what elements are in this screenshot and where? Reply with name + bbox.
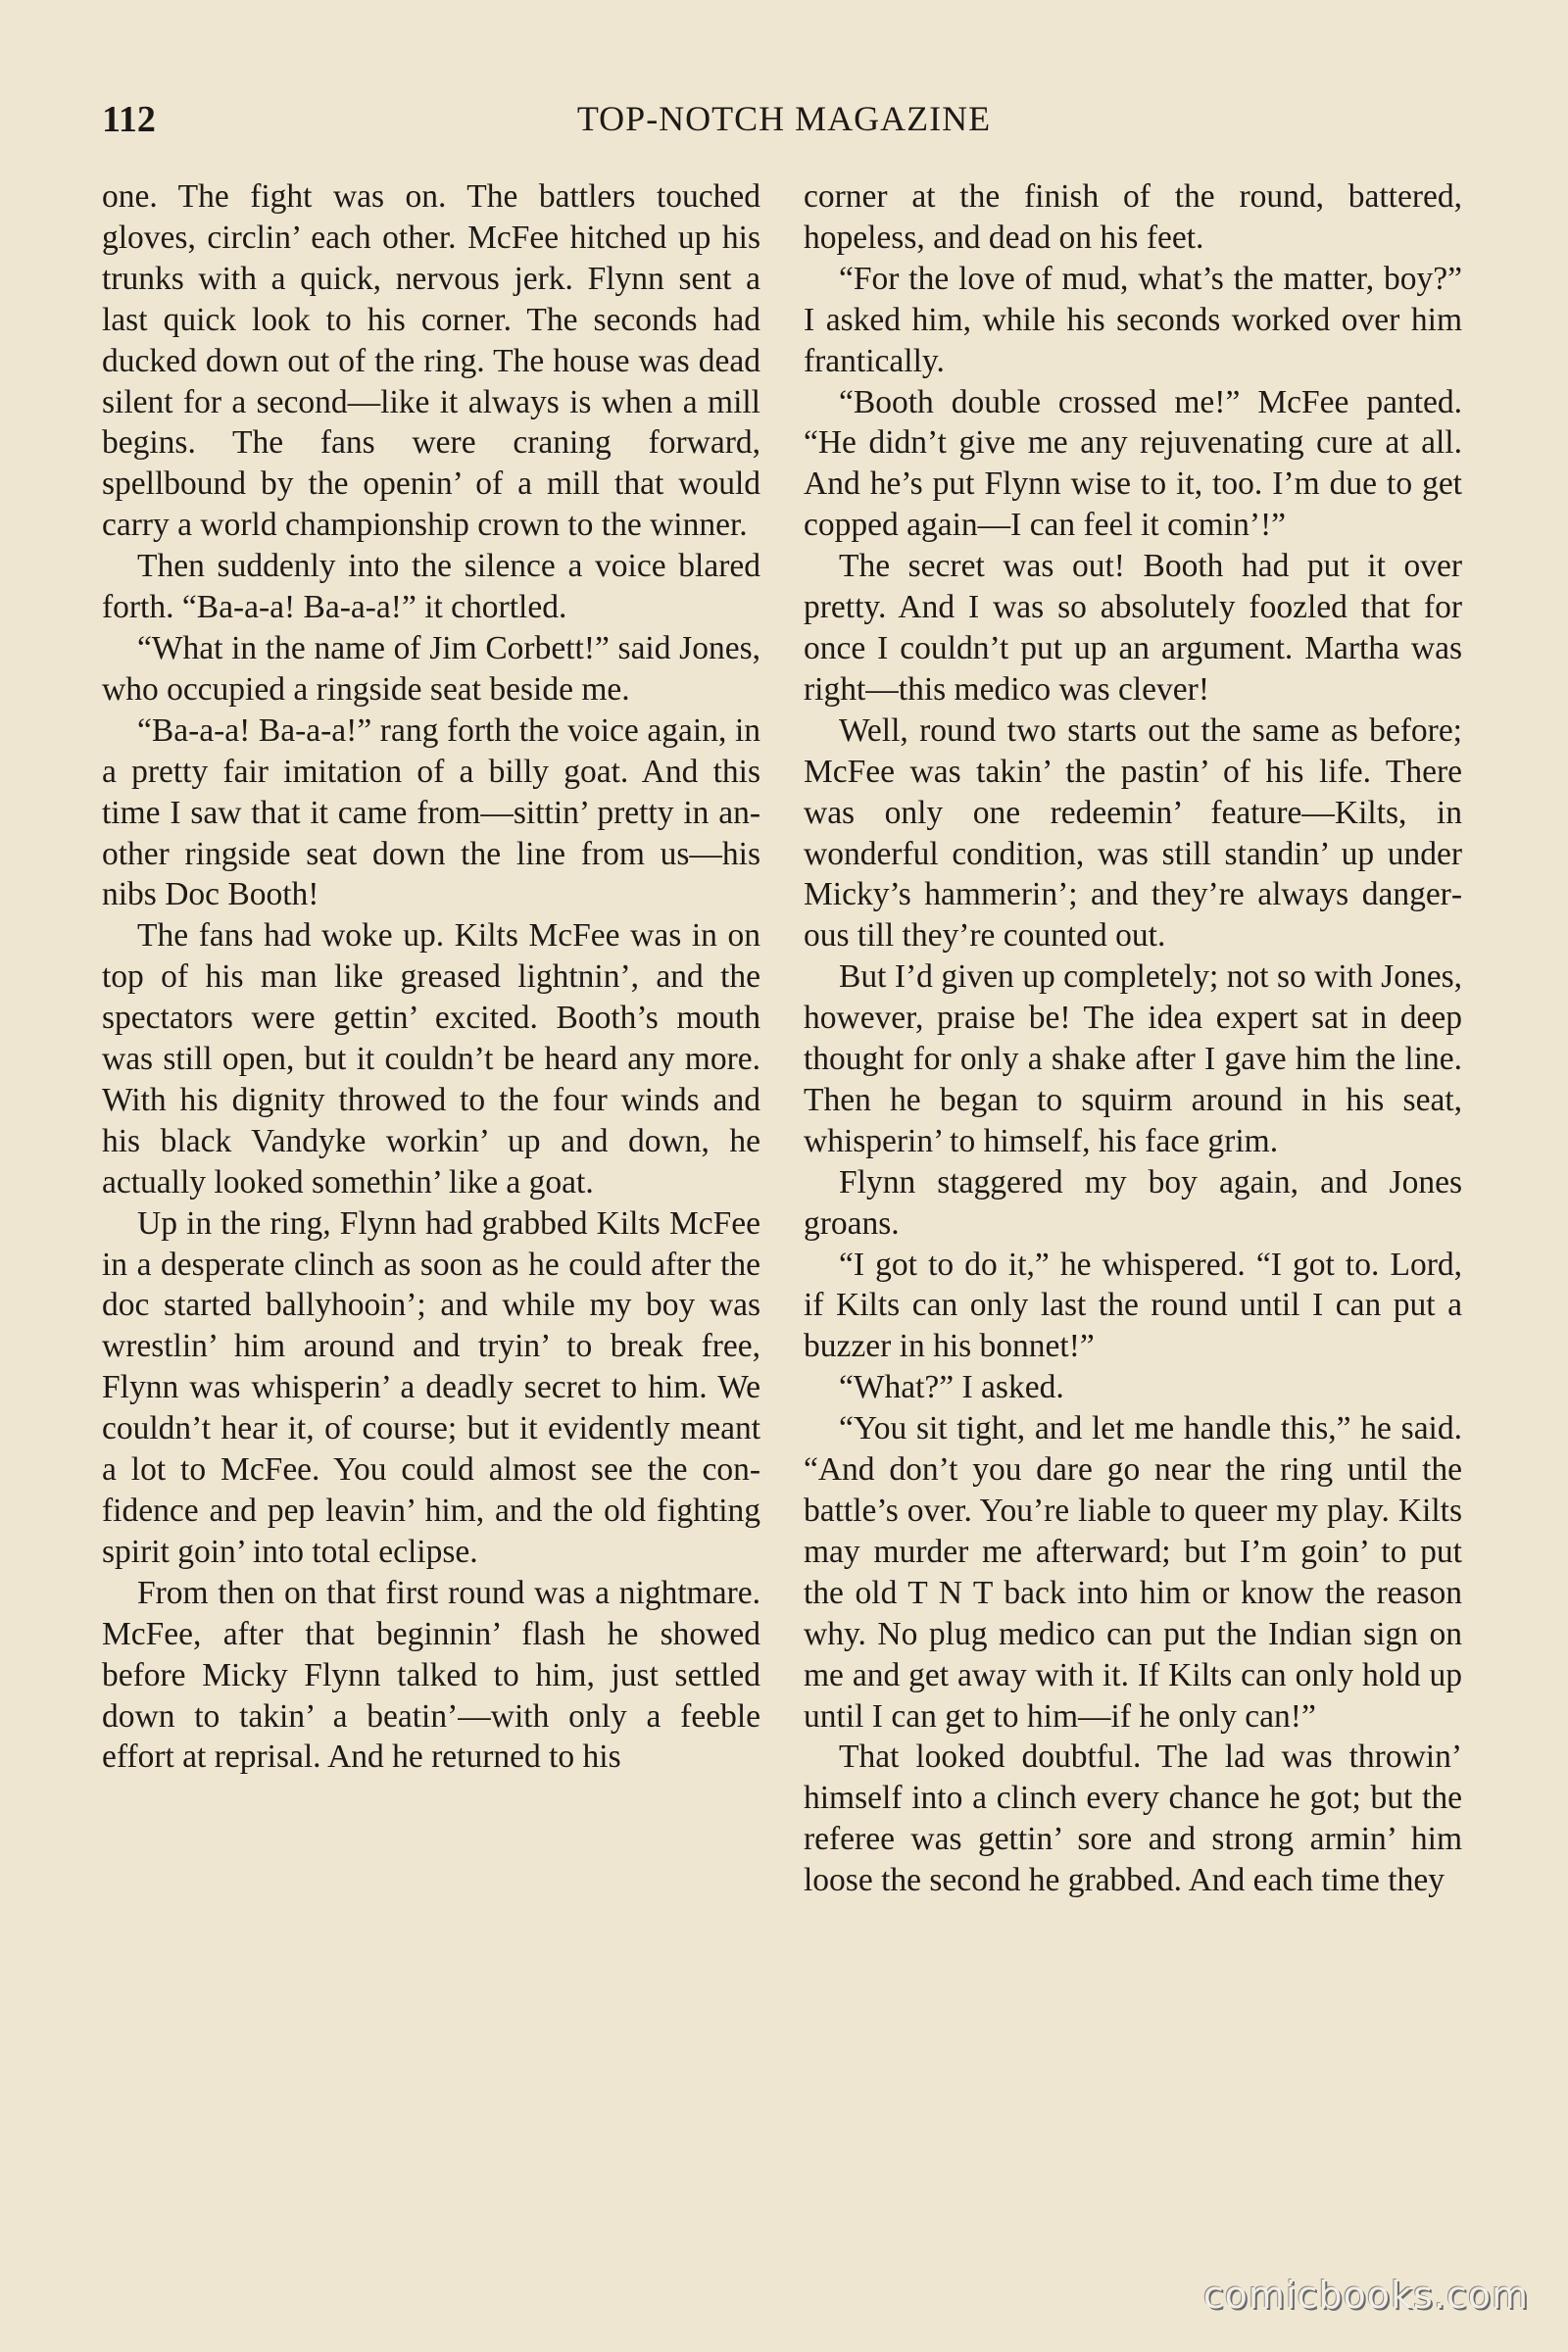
paragraph: “What?” I asked. xyxy=(839,1369,1064,1406)
running-head-title: TOP-NOTCH MAGAZINE xyxy=(576,99,992,138)
paragraph: corner at the finish of the round, battered, hopeless, and dead on his feet. xyxy=(804,178,1462,256)
paragraph: Then suddenly into the silence a voice blared forth. “Ba-a-a! Ba-a-a!” it chortled. xyxy=(102,548,760,626)
paragraph: From then on that first round was a nightmare. McFee, after that beginnin’ flash he showed before Micky Flynn talked to him, just settled down to takin’ a beatin’—with only a feeble effort at reprisal. And he returned to his xyxy=(102,1574,760,1776)
right-text-column xyxy=(804,176,1462,1901)
paragraph: Well, round two starts out the same as before; McFee was takin’ the pastin’ of his life. There was only one redeemin’ feature—Kilts, in wonderful condition, was still standin’ up under Micky’s hammerin’; and they’re always dangerous till they’re counted out. xyxy=(804,711,1462,955)
paragraph: Up in the ring, Flynn had grabbed Kilts McFee in a desperate clinch as soon as he could after the doc started ballyhooin’; and while my boy was wrestlin’ him around and tryin’ to break free, Flynn was whisperin’ a deadly secret to him. We couldn’t hear it, of course; but it evidently meant a lot to McFee. You could almost see the confidence and pep leavin’ him, and the old fighting spirit goin’ into total eclipse. xyxy=(102,1204,760,1570)
paragraph: “Ba-a-a! Ba-a-a!” rang forth the voice again, in a pretty fair imitation of a billy goat. And this time I saw that it came from—sittin’ pretty in another ringside seat down the line from us—his nibs Doc Booth! xyxy=(102,711,760,913)
paragraph: “For the love of mud, what’s the matter, boy?” I asked him, while his seconds worked over him frantically. xyxy=(804,260,1462,379)
paragraph: “You sit tight, and let me handle this,” he said. “And don’t you dare go near the ring until the battle’s over. You’re liable to queer my play. Kilts may murder me afterward; but I’m goin’ to put the old T N T back into him or know the reason why. No plug medico can put the Indian sign on me and get away with it. If Kilts can only hold up until I can get to him—if he only can!” xyxy=(804,1410,1462,1735)
paragraph: That looked doubtful. The lad was throwin’ himself into a clinch every chance he got; but the referee was gettin’ sore and strong armin’ him loose the second he grabbed. And each time they xyxy=(804,1739,1462,1899)
paragraph: one. The fight was on. The battlers touched gloves, circlin’ each other. McFee hitched up his trunks with a quick, nervous jerk. Flynn sent a last quick look to his corner. The seconds had ducked down out of the ring. The house was dead silent for a second—like it always is when a mill begins. The fans were craning forward, spellbound by the openin’ of a mill that would carry a world championship crown to the winner. xyxy=(102,178,760,544)
paragraph: The fans had woke up. Kilts McFee was in on top of his man like greased lightnin’, and the spectators were gettin’ excited. Booth’s mouth was still open, but it couldn’t be heard any more. With his dignity throwed to the four winds and his black Vandyke workin’ up and down, he actually looked somethin’ like a goat. xyxy=(102,917,760,1200)
paragraph: “I got to do it,” he whispered. “I got to. Lord, if Kilts can only last the round until I can put a buzzer in his bonnet!” xyxy=(804,1246,1462,1365)
paragraph: “Booth double crossed me!” McFee panted. “He didn’t give me any rejuvenating cure at all. And he’s put Flynn wise to it, too. I’m due to get copped again—I can feel it comin’!” xyxy=(804,383,1462,544)
site-watermark: comicbooks.com xyxy=(1202,2274,1529,2317)
paragraph: The secret was out! Booth had put it over pretty. And I was so absolutely foozled that for once I couldn’t put up an argument. Martha was right—this medico was clever! xyxy=(804,548,1462,708)
paragraph: But I’d given up completely; not so with Jones, however, praise be! The idea expert sat in deep thought for only a shake after I gave him the line. Then he began to squirm around in his seat, whisperin’ to himself, his face grim. xyxy=(804,958,1462,1159)
paragraph: Flynn staggered my boy again, and Jones groans. xyxy=(804,1163,1462,1242)
paragraph: “What in the name of Jim Corbett!” said Jones, who occupied a ringside seat beside me. xyxy=(102,629,760,708)
page-number: 112 xyxy=(102,99,156,140)
left-text-column xyxy=(102,176,760,1778)
